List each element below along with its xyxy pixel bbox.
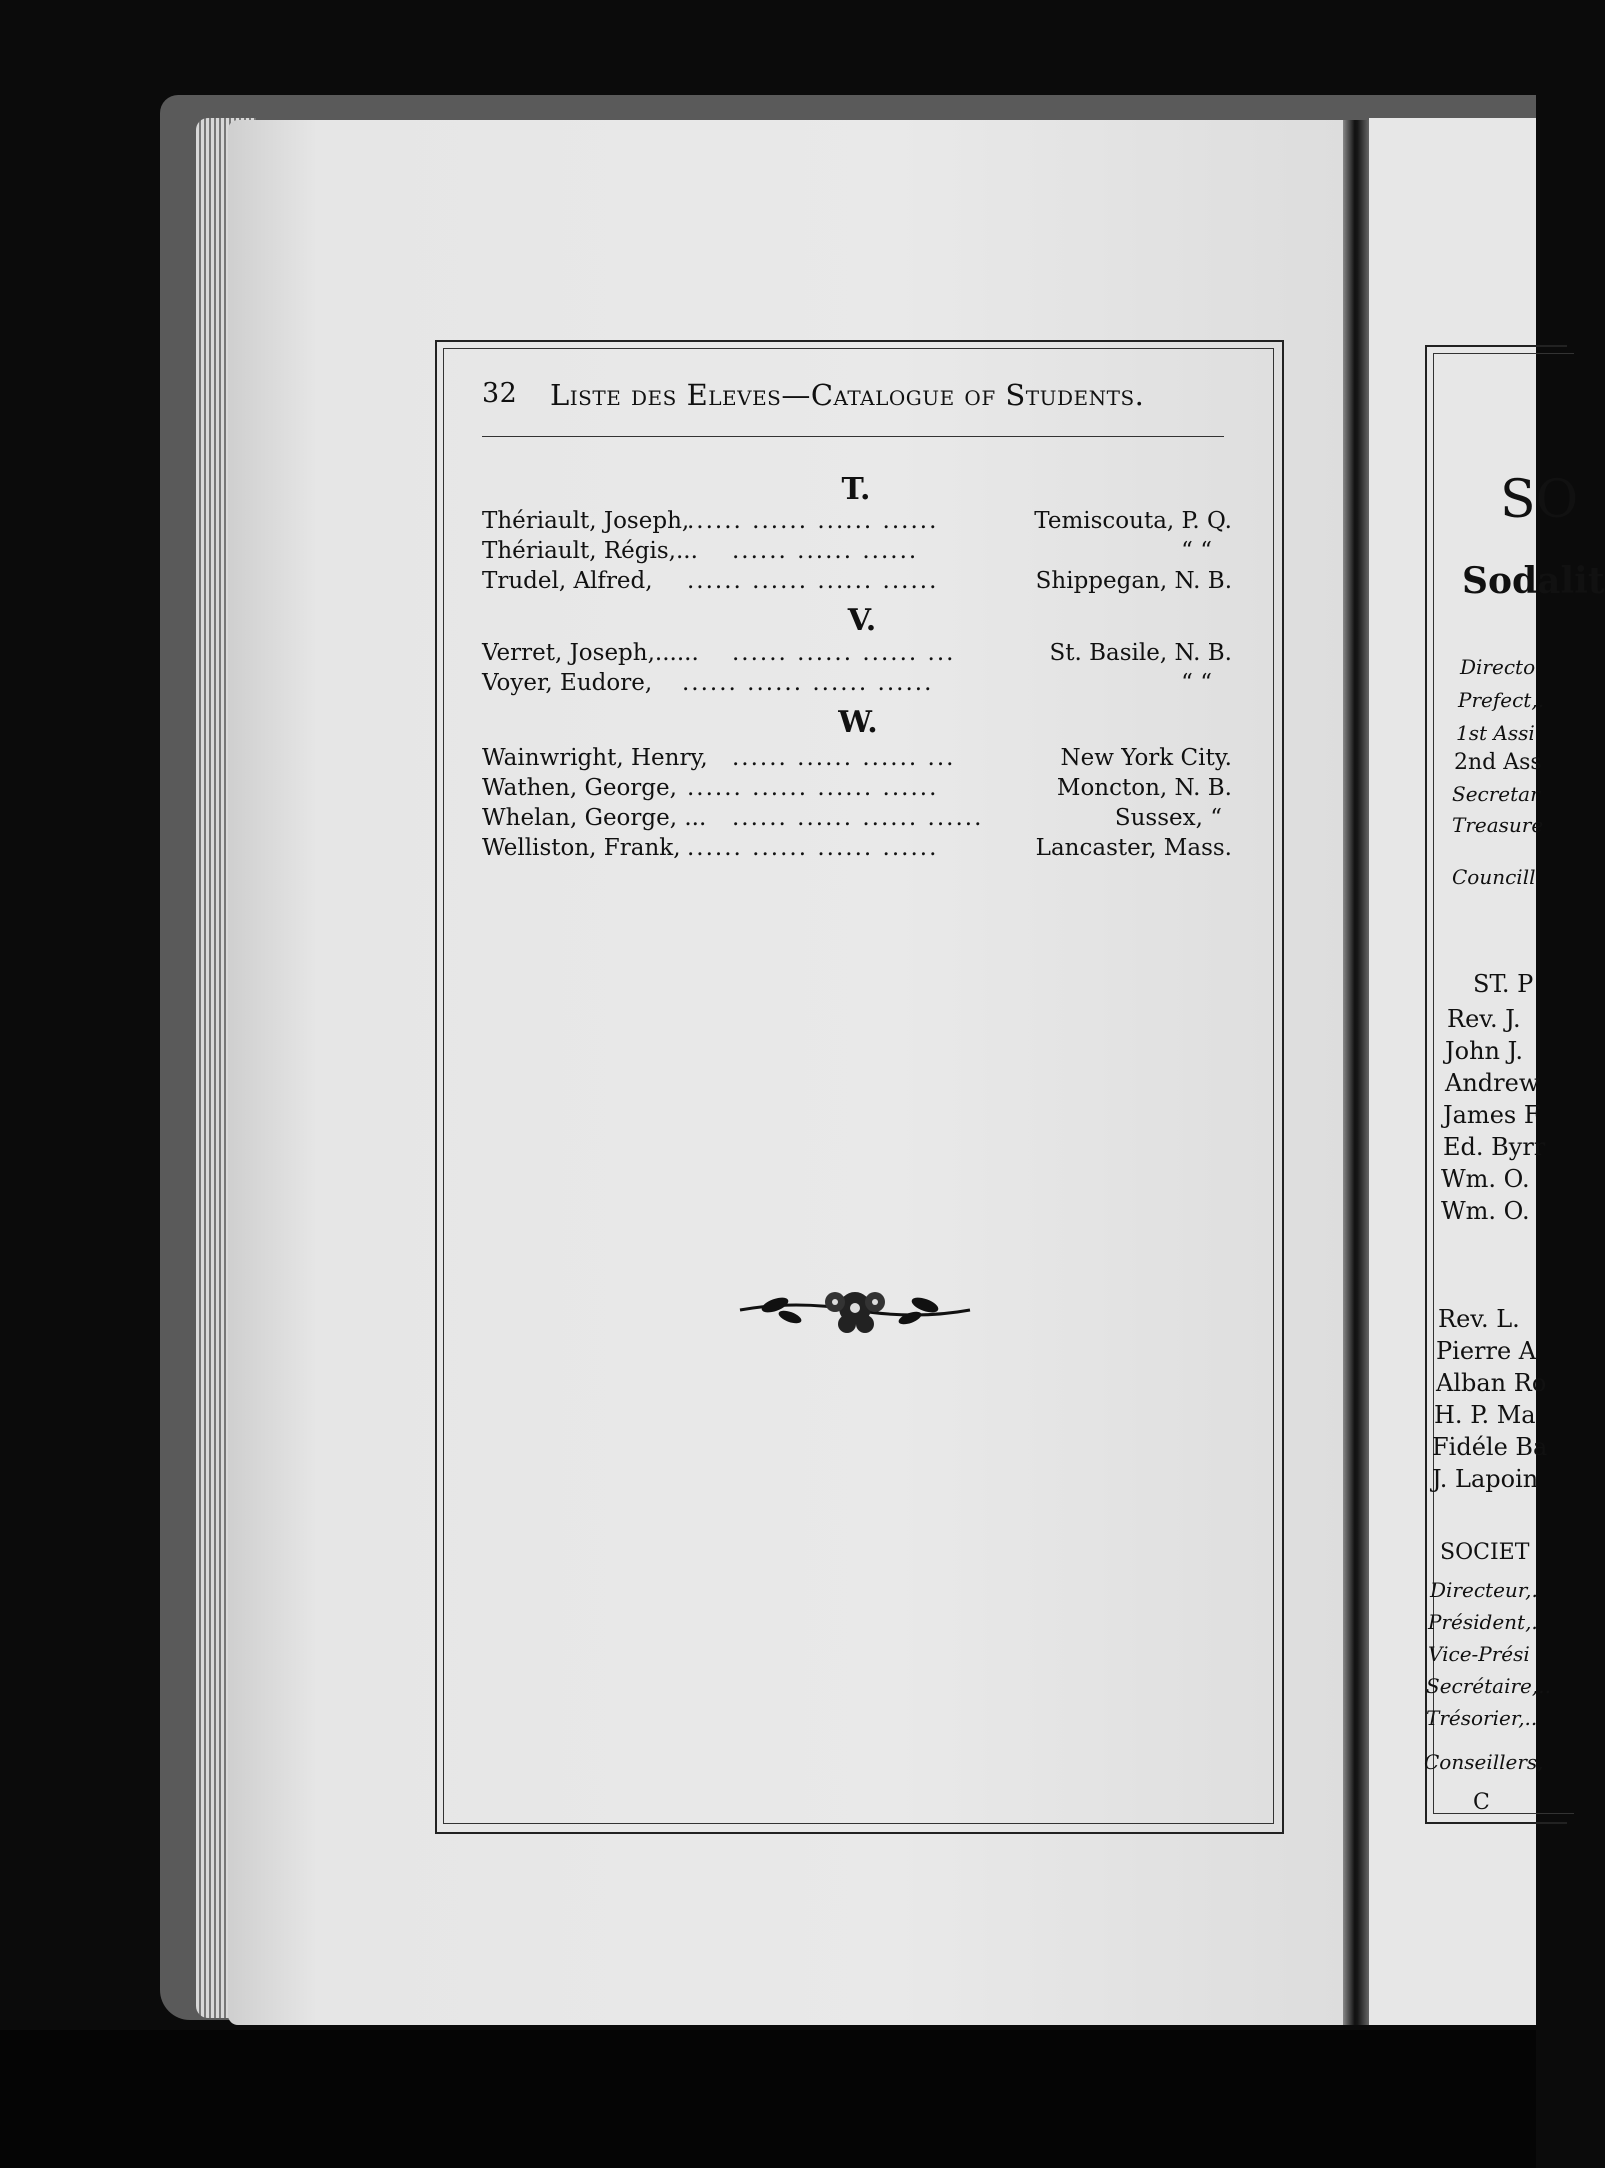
student-place: Sussex, “ bbox=[1114, 805, 1222, 831]
leader-dots: ...... ...... ...... ... bbox=[732, 640, 956, 666]
list-item: Vice-Prési bbox=[1428, 1642, 1530, 1666]
student-place: “ “ bbox=[1181, 538, 1212, 564]
list-item: Président,. bbox=[1428, 1610, 1538, 1634]
leader-dots: ...... ...... ...... ...... bbox=[687, 775, 939, 801]
list-item: John J. bbox=[1445, 1037, 1523, 1065]
student-name: Thériault, Joseph, bbox=[482, 508, 690, 534]
list-item bbox=[482, 640, 1232, 670]
section-letter-v: V. bbox=[847, 603, 877, 638]
book-gutter bbox=[1343, 120, 1369, 2025]
list-item bbox=[482, 835, 1232, 865]
list-item: Directo bbox=[1460, 655, 1536, 679]
student-name: Thériault, Régis,... bbox=[482, 538, 698, 564]
section-letter-t: T. bbox=[841, 472, 871, 507]
section-heading: SOCIET bbox=[1440, 1540, 1530, 1565]
list-item: Conseillers, bbox=[1424, 1750, 1544, 1774]
student-place: Moncton, N. B. bbox=[1056, 775, 1232, 801]
list-item: J. Lapoin bbox=[1432, 1465, 1539, 1493]
leader-dots: ...... ...... ...... ...... bbox=[687, 508, 939, 534]
page-title: Liste des Eleves—Catalogue of Students. bbox=[550, 378, 1145, 412]
floral-ornament-icon bbox=[735, 1280, 975, 1340]
list-item bbox=[482, 745, 1232, 775]
list-item: Wm. O. bbox=[1441, 1165, 1530, 1193]
right-subtitle: Sodalit bbox=[1462, 560, 1605, 602]
list-item: Rev. J. bbox=[1447, 1005, 1521, 1033]
list-item: Directeur,. bbox=[1430, 1578, 1538, 1602]
student-name: Wainwright, Henry, bbox=[482, 745, 708, 771]
leader-dots: ...... ...... ...... ...... bbox=[687, 835, 939, 861]
list-item bbox=[482, 568, 1232, 598]
leader-dots: ...... ...... ...... ...... bbox=[682, 670, 934, 696]
page-number: 32 bbox=[482, 378, 518, 409]
list-item bbox=[482, 538, 1232, 568]
list-item: Fidéle Ba bbox=[1432, 1433, 1548, 1461]
student-place: “ “ bbox=[1181, 670, 1212, 696]
list-item: Secrétaire,.. bbox=[1426, 1674, 1551, 1698]
list-item bbox=[482, 508, 1232, 538]
list-item: James F bbox=[1443, 1101, 1541, 1129]
student-name: Verret, Joseph,...... bbox=[482, 640, 699, 666]
student-place: Lancaster, Mass. bbox=[1035, 835, 1232, 861]
student-place: Temiscouta, P. Q. bbox=[1034, 508, 1232, 534]
list-item: Ed. Byrr bbox=[1443, 1133, 1546, 1161]
section-letter-w: W. bbox=[838, 705, 878, 740]
header-rule bbox=[482, 436, 1224, 437]
list-item: H. P. Ma bbox=[1434, 1401, 1536, 1429]
student-place: Shippegan, N. B. bbox=[1035, 568, 1232, 594]
student-place: St. Basile, N. B. bbox=[1049, 640, 1232, 666]
list-item: Councill bbox=[1452, 865, 1536, 889]
list-item: Trésorier,.. bbox=[1426, 1706, 1538, 1730]
list-item: Prefect,. bbox=[1458, 688, 1545, 712]
right-title: SO bbox=[1500, 470, 1579, 530]
leader-dots: ...... ...... ...... ...... bbox=[732, 805, 984, 831]
student-name: Voyer, Eudore, bbox=[482, 670, 653, 696]
leader-dots: ...... ...... ...... ...... bbox=[687, 568, 939, 594]
background-surface bbox=[0, 2030, 1536, 2168]
student-name: Whelan, George, ... bbox=[482, 805, 707, 831]
list-item bbox=[482, 670, 1232, 700]
section-heading: ST. P bbox=[1473, 970, 1534, 998]
list-item: Pierre A bbox=[1436, 1337, 1537, 1365]
signature-letter: C bbox=[1473, 1790, 1490, 1815]
list-item: Alban Ro bbox=[1436, 1369, 1547, 1397]
list-item: Treasure bbox=[1452, 813, 1544, 837]
list-item: 2nd Ass bbox=[1454, 750, 1542, 775]
leader-dots: ...... ...... ...... ... bbox=[732, 745, 956, 771]
list-item: 1st Assi bbox=[1456, 721, 1535, 745]
list-item: Andrew bbox=[1445, 1069, 1540, 1097]
page-header bbox=[482, 378, 1234, 418]
student-place: New York City. bbox=[1060, 745, 1232, 771]
student-name: Welliston, Frank, bbox=[482, 835, 681, 861]
list-item bbox=[482, 805, 1232, 835]
student-name: Trudel, Alfred, bbox=[482, 568, 653, 594]
list-item: Rev. L. bbox=[1438, 1305, 1520, 1333]
student-name: Wathen, George, bbox=[482, 775, 677, 801]
list-item: Secretar bbox=[1452, 782, 1540, 806]
list-item: Wm. O. bbox=[1441, 1197, 1530, 1225]
list-item bbox=[482, 775, 1232, 805]
leader-dots: ...... ...... ...... bbox=[732, 538, 919, 564]
